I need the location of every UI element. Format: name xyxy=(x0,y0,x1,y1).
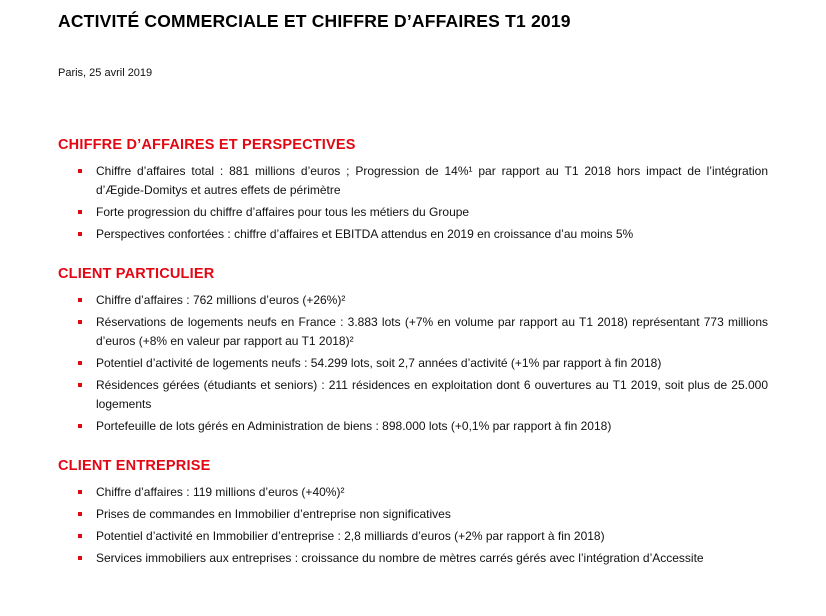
bullet-square-icon xyxy=(78,490,82,494)
section-heading: CHIFFRE D’AFFAIRES ET PERSPECTIVES xyxy=(58,136,356,153)
section-chiffre-affaires xyxy=(58,137,768,244)
bullet-item xyxy=(78,313,768,351)
bullet-text: Chiffre d’affaires : 762 millions d’euros (+26%)² xyxy=(96,292,346,307)
bullet-item xyxy=(78,354,768,373)
bullet-square-icon xyxy=(78,361,82,365)
bullet-text: Services immobiliers aux entreprises : croissance du nombre de mètres carrés gérés avec l’intégration d’Accessite xyxy=(96,550,704,565)
section-heading: CLIENT PARTICULIER xyxy=(58,265,215,282)
bullet-text: Forte progression du chiffre d’affaires pour tous les métiers du Groupe xyxy=(96,204,470,219)
bullet-square-icon xyxy=(78,320,82,324)
bullet-square-icon xyxy=(78,169,82,173)
bullet-item xyxy=(78,291,768,310)
bullet-square-icon xyxy=(78,298,82,302)
bullet-item xyxy=(78,162,768,200)
bullet-item xyxy=(78,549,768,568)
bullet-text: Potentiel d’activité en Immobilier d’entreprise : 2,8 milliards d’euros (+2% par rapport à fin 2018) xyxy=(96,528,605,543)
bullet-square-icon xyxy=(78,512,82,516)
bullet-list xyxy=(58,483,768,568)
bullet-item xyxy=(78,505,768,524)
bullet-text: Résidences gérées (étudiants et seniors) : 211 résidences en exploitation dont 6 ouvertures au T1 2019, soit plus de 25.000 logements xyxy=(96,377,768,411)
bullet-item xyxy=(78,225,768,244)
bullet-text: Chiffre d’affaires : 119 millions d’euros (+40%)² xyxy=(96,484,345,499)
bullet-square-icon xyxy=(78,534,82,538)
bullet-item xyxy=(78,203,768,222)
bullet-square-icon xyxy=(78,383,82,387)
section-client-entreprise xyxy=(58,458,768,568)
bullet-item xyxy=(78,483,768,502)
bullet-list xyxy=(58,291,768,436)
section-client-particulier xyxy=(58,266,768,436)
bullet-text: Prises de commandes en Immobilier d’entreprise non significatives xyxy=(96,506,451,521)
bullet-item xyxy=(78,527,768,546)
bullet-text: Portefeuille de lots gérés en Administration de biens : 898.000 lots (+0,1% par rapport à fin 2018) xyxy=(96,418,612,433)
bullet-square-icon xyxy=(78,210,82,214)
page-title: ACTIVITÉ COMMERCIALE ET CHIFFRE D’AFFAIRES T1 2019 xyxy=(58,11,571,31)
bullet-list xyxy=(58,162,768,244)
bullet-text: Réservations de logements neufs en France : 3.883 lots (+7% en volume par rapport au T1 2018) représentant 773 millions d’euros (+8% en valeur par rapport au T1 2018)² xyxy=(96,314,768,348)
dateline: Paris, 25 avril 2019 xyxy=(58,66,153,79)
bullet-item xyxy=(78,417,768,436)
bullet-square-icon xyxy=(78,232,82,236)
bullet-text: Chiffre d’affaires total : 881 millions d’euros ; Progression de 14%¹ par rapport au T1 2018 hors impact de l’intégration d’Ægide-Domitys et autres effets de périmètre xyxy=(96,163,768,197)
section-heading: CLIENT ENTREPRISE xyxy=(58,457,211,474)
bullet-text: Potentiel d’activité de logements neufs : 54.299 lots, soit 2,7 années d’activité (+1% par rapport à fin 2018) xyxy=(96,355,662,370)
bullet-square-icon xyxy=(78,424,82,428)
bullet-square-icon xyxy=(78,556,82,560)
bullet-item xyxy=(78,376,768,414)
bullet-text: Perspectives confortées : chiffre d’affaires et EBITDA attendus en 2019 en croissance d’au moins 5% xyxy=(96,226,634,241)
